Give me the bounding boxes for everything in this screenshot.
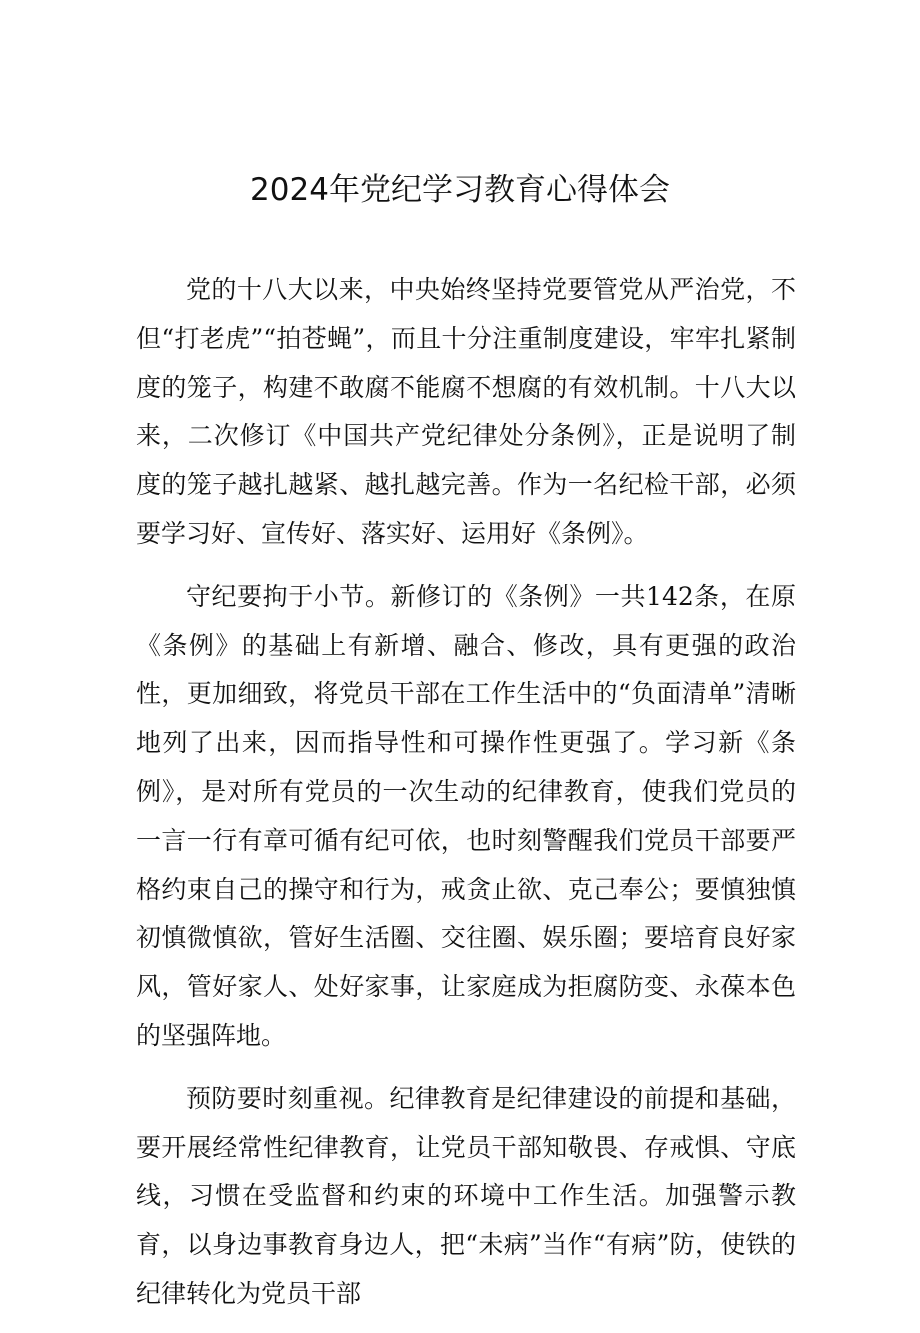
paragraph-3: 预防要时刻重视。纪律教育是纪律建设的前提和基础，要开展经常性纪律教育，让党员干部知敬畏、存戒惧、守底线，习惯在受监督和约束的环境中工作生活。加强警示教育，以身边事教育身边人，把“未病”当作“有病”防，使铁的纪律转化为党员干部 (136, 1083, 796, 1308)
document-body (136, 266, 796, 1333)
document-title: 2024年党纪学习教育心得体会 (250, 172, 670, 208)
paragraph-1: 党的十八大以来，中央始终坚持党要管党从严治党，不但“打老虎”“拍苍蝇”，而且十分注重制度建设，牢牢扎紧制度的笼子，构建不敢腐不能腐不想腐的有效机制。十八大以来，二次修订《中国共产党纪律处分条例》，正是说明了制度的笼子越扎越紧、越扎越完善。作为一名纪检干部，必须要学习好、宣传好、落实好、运用好《条例》。 (136, 275, 796, 548)
paragraph-2: 守纪要拘于小节。新修订的《条例》一共142条，在原《条例》的基础上有新增、融合、修改，具有更强的政治性，更加细致，将党员干部在工作生活中的“负面清单”清晰地列了出来，因而指导性和可操作性更强了。学习新《条例》，是对所有党员的一次生动的纪律教育，使我们党员的一言一行有章可循有纪可依，也时刻警醒我们党员干部要严格约束自己的操守和行为，戒贪止欲、克己奉公；要慎独慎初慎微慎欲，管好生活圈、交往圈、娱乐圈；要培育良好家风，管好家人、处好家事，让家庭成为拒腐防变、永葆本色的坚强阵地。 (136, 581, 796, 1050)
